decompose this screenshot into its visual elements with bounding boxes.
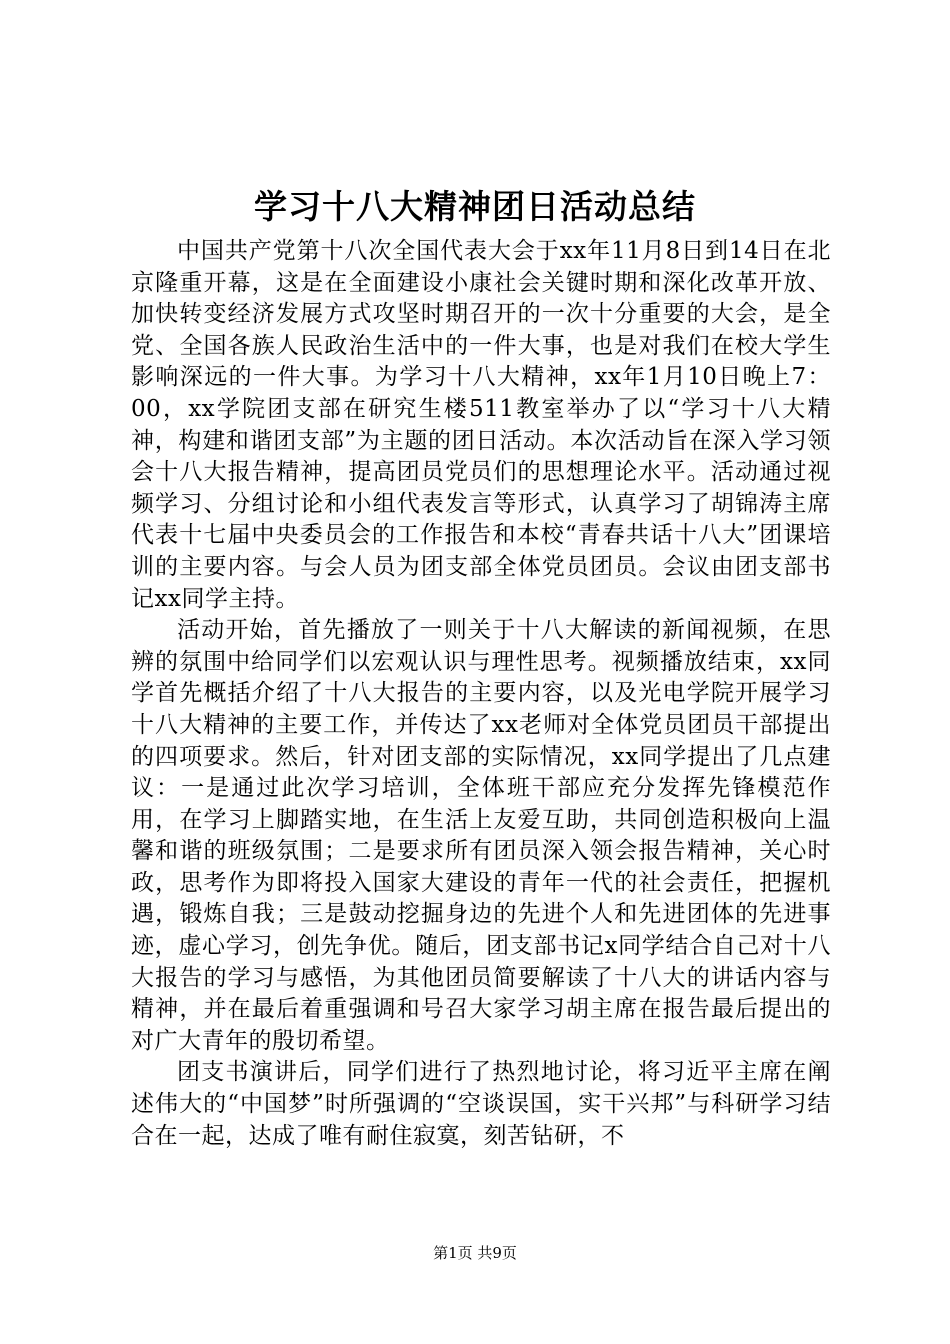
paragraph: 团支书演讲后，同学们进行了热烈地讨论，将习近平主席在阐述伟大的“中国梦”时所强调的“空谈误国，实干兴邦”与科研学习结合在一起，达成了唯有耐住寂寞，刻苦钻研，不 <box>131 1059 831 1149</box>
paragraph: 活动开始，首先播放了一则关于十八大解读的新闻视频，在思辨的氛围中给同学们以宏观认识与理性思考。视频播放结束，xx同学首先概括介绍了十八大报告的主要内容，以及光电学院开展学习十八大精神的主要工作，并传达了xx老师对全体党员团员干部提出的四项要求。然后，针对团支部的实际情况，xx同学提出了几点建议：一是通过此次学习培训，全体班干部应充分发挥先锋模范作用，在学习上脚踏实地，在生活上友爱互助，共同创造积极向上温馨和谐的班级氛围；二是要求所有团员深入领会报告精神，关心时政，思考作为即将投入国家大建设的青年一代的社会责任，把握机遇，锻炼自我；三是鼓动挖掘身边的先进个人和先进团体的先进事迹，虚心学习，创先争优。随后，团支部书记x同学结合自己对十八大报告的学习与感悟，为其他团员简要解读了十八大的讲话内容与精神，并在最后着重强调和号召大家学习胡主席在报告最后提出的对广大青年的殷切希望。 <box>131 617 831 1054</box>
paragraph: 中国共产党第十八次全国代表大会于xx年11月8日到14日在北京隆重开幕，这是在全面建设小康社会关键时期和深化改革开放、加快转变经济发展方式攻坚时期召开的一次十分重要的大会，是全党、全国各族人民政治生活中的一件大事，也是对我们在校大学生影响深远的一件大事。为学习十八大精神，xx年1月10日晚上7：00，xx学院团支部在研究生楼511教室举办了以“学习十八大精神，构建和谐团支部”为主题的团日活动。本次活动旨在深入学习领会十八大报告精神，提高团员党员们的思想理论水平。活动通过视频学习、分组讨论和小组代表发言等形式，认真学习了胡锦涛主席代表十七届中央委员会的工作报告和本校“青春共话十八大”团课培训的主要内容。与会人员为团支部全体党员团员。会议由团支部书记xx同学主持。 <box>131 238 831 612</box>
page-footer <box>0 1243 950 1263</box>
document-body <box>131 236 831 1152</box>
document-title: 学习十八大精神团日活动总结 <box>254 187 696 226</box>
page-number-label: 第1页 共9页 <box>433 1244 517 1262</box>
